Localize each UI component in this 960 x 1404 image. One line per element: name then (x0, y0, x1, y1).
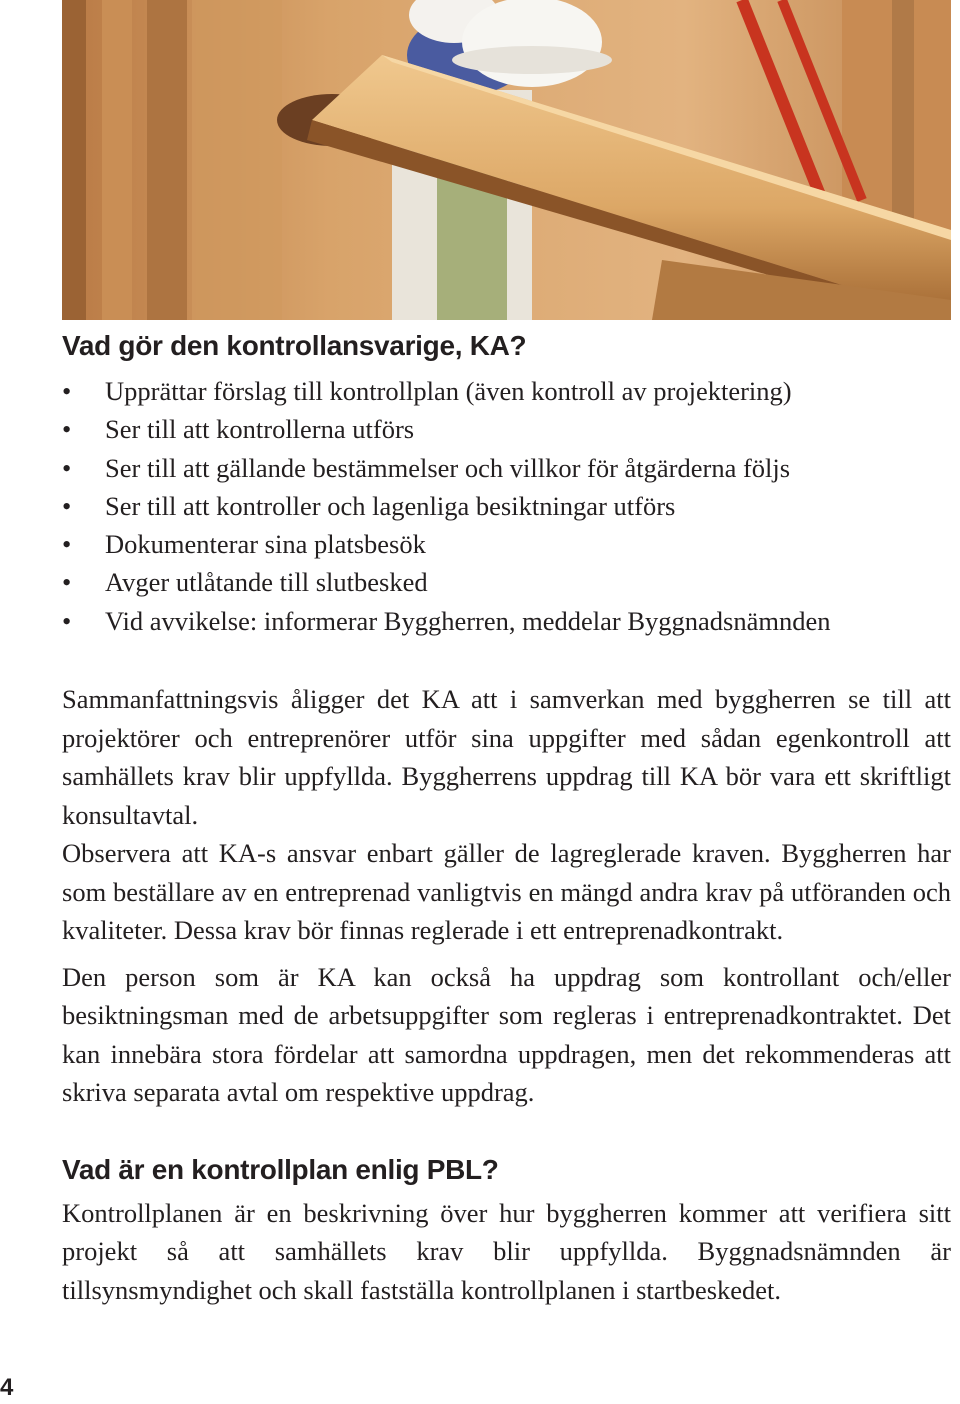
bullet-icon: • (62, 529, 72, 560)
bullet-icon: • (62, 414, 72, 445)
list-item: • Ser till att kontroller och lagenliga besiktningar utförs (62, 487, 951, 525)
list-item: • Dokumenterar sina platsbesök (62, 525, 951, 563)
section-heading-kontrollplan: Vad är en kontrollplan enlig PBL? (62, 1153, 499, 1185)
bullet-icon: • (62, 452, 72, 483)
page-content (62, 326, 951, 1309)
combined-roles-paragraph: Den person som är KA kan också ha uppdrag som kontrollant och/eller besiktningsman med de arbetsuppgifter som regleras i entreprenadkontraktet. Det kan innebära stora fördelar att samordna uppdragen, men det rekommenderas att skriva separata avtal om respektive uppdrag. (62, 961, 951, 1108)
list-item: • Vid avvikelse: informerar Byggherren, meddelar Byggnadsnämnden (62, 602, 951, 640)
construction-workers-photo-icon (62, 0, 951, 320)
list-item: • Upprättar förslag till kontrollplan (även kontroll av projektering) (62, 372, 951, 410)
bullet-icon: • (62, 605, 72, 636)
ka-duties-list (62, 372, 951, 640)
list-item: • Ser till att kontrollerna utförs (62, 410, 951, 448)
bullet-icon: • (62, 490, 72, 521)
summary-paragraph: Sammanfattningsvis åligger det KA att i samverkan med byggherren se till att projektörer och entreprenörer utför sina uppgifter med sådan egenkontroll att samhällets krav blir uppfyllda. Byggherrens uppdrag till KA bör vara ett skriftligt konsultavtal. (62, 684, 951, 830)
list-item: • Ser till att gällande bestämmelser och villkor för åtgärderna följs (62, 449, 951, 487)
bullet-icon: • (62, 567, 72, 598)
observation-paragraph: Observera att KA-s ansvar enbart gäller de lagreglerade kraven. Byggherren har som beställare av en entreprenad vanligtvis en mängd andra krav på utföranden och kvaliteter. Dessa krav bör finnas reglerade i ett entreprenadkontrakt. (62, 838, 951, 946)
kontrollplan-paragraph: Kontrollplanen är en beskrivning över hur byggherren kommer att verifiera sitt projekt så att samhällets krav blir uppfyllda. Byggnadsnämnden är tillsynsmyndighet och skall fastställa kontrollplanen i startbeskedet. (62, 1197, 951, 1305)
bullet-icon: • (62, 376, 72, 406)
page-number: 4 (0, 1374, 14, 1401)
construction-photo (62, 0, 951, 320)
section-heading-ka: Vad gör den kontrollansvarige, KA? (62, 330, 527, 361)
list-item: • Avger utlåtande till slutbesked (62, 563, 951, 601)
